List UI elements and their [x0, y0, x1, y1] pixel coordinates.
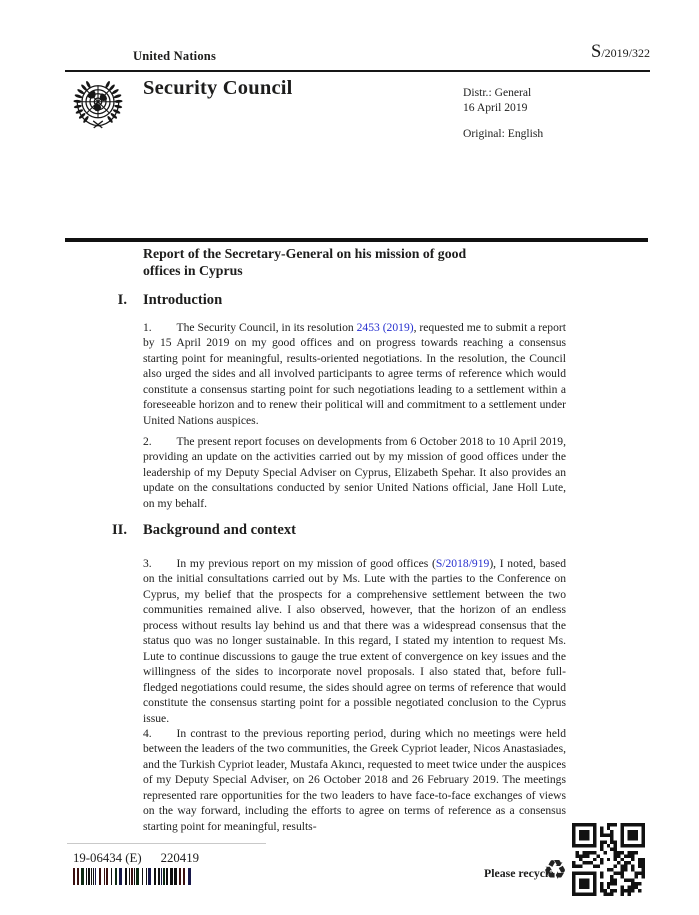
distribution-block	[463, 85, 531, 115]
footer-rule	[67, 843, 266, 844]
paragraph-4	[143, 726, 566, 834]
resolution-link[interactable]: 2453 (2019)	[356, 321, 414, 334]
distr-line: Distr.: General	[463, 86, 532, 99]
title-divider-bar	[65, 238, 648, 242]
section-heading-label: Background and context	[143, 522, 296, 538]
un-emblem-icon	[65, 74, 131, 138]
paragraph-3	[143, 556, 566, 726]
barcode	[73, 868, 194, 885]
section-heading-background	[95, 522, 296, 539]
previous-report-link[interactable]: S/2018/919	[435, 557, 490, 570]
paragraph-number: 2.	[143, 435, 152, 448]
qr-code	[572, 823, 645, 896]
organ-name: Security Council	[143, 77, 293, 99]
paragraph-text: The present report focuses on developments from 6 October 2018 to 10 April 2019, providing an update on the activities carried out by my mission of good offices under the leadership of my Deputy Special Adviser on Cyprus, Elizabeth Spehar. It also provides an update on the consultations conducted by senior United Nations official, Jane Holl Lute, on my behalf.	[143, 435, 566, 510]
report-title-line2: offices in Cyprus	[143, 262, 243, 278]
paragraph-number: 3.	[143, 557, 152, 570]
paragraph-text: ), I noted, based on the initial consultations carried out by Ms. Lute with the parties to the Conference on Cyprus, my belief that the prospects for a comprehensive settlement between the two communities remained alive. I also observed, however, that the horizon of an endless process without results lay behind us and that there was a widespread consensus that the status quo was no longer sustainable. In this regard, I stated my intention to request Ms. Lute to continue discussions to gauge the true extent of convergence on key issues and the willingness of the sides to incorporate novel proposals. I also stated that, before full-fledged negotiations could resume, the sides should agree on terms of reference that would constitute the consensus starting point for a possible negotiated conclusion to the Cyprus issue.	[143, 557, 567, 725]
original-language-line: Original: English	[463, 127, 544, 140]
paragraph-number: 1.	[143, 321, 152, 334]
report-title-line1: Report of the Secretary-General on his mission of good	[143, 246, 467, 261]
date-line: 16 April 2019	[463, 101, 528, 114]
job-number: 19-06434 (E)	[73, 851, 142, 865]
section-numeral: I.	[117, 292, 127, 308]
section-heading-introduction	[95, 292, 222, 309]
paragraph-number: 4.	[143, 727, 152, 740]
paragraph-text: The Security Council, in its resolution	[176, 321, 357, 334]
recycle-icon: ♻	[543, 855, 568, 886]
report-title	[143, 246, 583, 279]
recycle-label: Please recycle	[484, 866, 554, 880]
org-name: United Nations	[133, 49, 217, 63]
paragraph-2	[143, 434, 566, 511]
header-rule	[65, 70, 650, 72]
section-heading-label: Introduction	[143, 292, 223, 308]
paragraph-text: In contrast to the previous reporting period, during which no meetings were held between the leaders of the two communities, the Greek Cypriot leader, Nicos Anastasiades, and the Turkish Cypriot leader, Mustafa Akıncı, requested to meet twice under the auspices of my Deputy Special Adviser, on 26 October 2018 and 26 February 2019. The meetings represented rare opportunities for the two leaders to have face-to-face exchanges of views on the way forward, including the efforts to agree on terms of reference as a consensus starting point for meaningful, results-	[143, 727, 566, 833]
symbol-rest: /2019/322	[601, 46, 650, 60]
date-code: 220419	[160, 851, 199, 865]
document-symbol	[591, 42, 650, 63]
section-numeral: II.	[111, 522, 127, 538]
paragraph-text: , requested me to submit a report by 15 April 2019 on my good offices and on progress towards reaching a consensus starting point for meaningful, results-oriented negotiations. In the resolution, the Council also urged the sides and all involved participants to agree terms of reference which would constitute a consensus starting point for such negotiations leading to a settlement within a foreseeable horizon and to renew their political will and commitment to a settlement under United Nations auspices.	[143, 321, 566, 427]
footer-document-id	[73, 851, 199, 866]
paragraph-text: In my previous report on my mission of good offices (	[176, 557, 436, 570]
paragraph-1	[143, 320, 566, 428]
symbol-prefix: S	[591, 42, 602, 62]
